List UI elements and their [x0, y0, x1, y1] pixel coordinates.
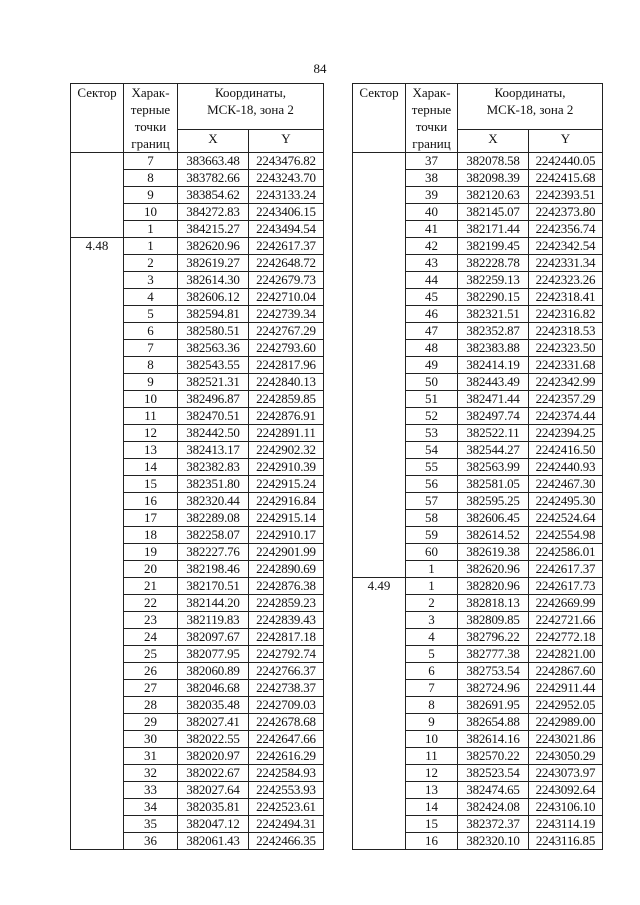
table-body-right: [353, 153, 603, 850]
table-row: [353, 578, 603, 595]
point-cell: 15: [406, 816, 458, 833]
sector-cell: 4.49: [353, 578, 406, 850]
x-cell: 382753.54: [458, 663, 529, 680]
y-cell: 2242617.37: [529, 561, 603, 578]
x-cell: 382654.88: [458, 714, 529, 731]
point-cell: 38: [406, 170, 458, 187]
y-header: Y: [529, 129, 603, 152]
point-cell: 11: [124, 408, 178, 425]
point-cell: 30: [124, 731, 178, 748]
x-cell: 382047.12: [178, 816, 249, 833]
y-cell: 2242394.25: [529, 425, 603, 442]
point-cell: 23: [124, 612, 178, 629]
y-cell: 2242616.29: [249, 748, 324, 765]
point-cell: 29: [124, 714, 178, 731]
y-cell: 2242440.93: [529, 459, 603, 476]
x-cell: 384272.83: [178, 204, 249, 221]
x-cell: 382818.13: [458, 595, 529, 612]
x-cell: 382563.99: [458, 459, 529, 476]
y-cell: 2242989.00: [529, 714, 603, 731]
y-cell: 2242839.43: [249, 612, 324, 629]
x-cell: 382035.81: [178, 799, 249, 816]
point-cell: 11: [406, 748, 458, 765]
table-row: [71, 238, 324, 255]
point-cell: 3: [406, 612, 458, 629]
y-cell: 2242331.34: [529, 255, 603, 272]
y-cell: 2242911.44: [529, 680, 603, 697]
point-cell: 16: [406, 833, 458, 850]
y-cell: 2242679.73: [249, 272, 324, 289]
x-cell: 382809.85: [458, 612, 529, 629]
x-cell: 382352.87: [458, 323, 529, 340]
x-cell: 382796.22: [458, 629, 529, 646]
x-cell: 382614.30: [178, 272, 249, 289]
point-cell: 8: [406, 697, 458, 714]
y-cell: 2242617.73: [529, 578, 603, 595]
point-cell: 9: [406, 714, 458, 731]
coordinates-table-left: [70, 83, 324, 850]
y-cell: 2242840.13: [249, 374, 324, 391]
point-cell: 20: [124, 561, 178, 578]
y-cell: 2242739.34: [249, 306, 324, 323]
y-cell: 2243106.10: [529, 799, 603, 816]
point-cell: 21: [124, 578, 178, 595]
point-cell: 37: [406, 153, 458, 170]
y-cell: 2242910.17: [249, 527, 324, 544]
x-cell: 382614.52: [458, 527, 529, 544]
y-cell: 2243243.70: [249, 170, 324, 187]
point-cell: 27: [124, 680, 178, 697]
x-cell: 382594.81: [178, 306, 249, 323]
point-cell: 7: [406, 680, 458, 697]
sector-header: Сектор: [353, 84, 406, 153]
point-cell: 39: [406, 187, 458, 204]
point-cell: 10: [406, 731, 458, 748]
y-cell: 2242374.44: [529, 408, 603, 425]
x-cell: 382497.74: [458, 408, 529, 425]
point-cell: 3: [124, 272, 178, 289]
x-cell: 382496.87: [178, 391, 249, 408]
x-cell: 382098.39: [458, 170, 529, 187]
point-cell: 9: [124, 374, 178, 391]
y-cell: 2242331.68: [529, 357, 603, 374]
x-cell: 382145.07: [458, 204, 529, 221]
y-cell: 2242910.39: [249, 459, 324, 476]
x-cell: 382120.63: [458, 187, 529, 204]
y-cell: 2242356.74: [529, 221, 603, 238]
point-cell: 6: [124, 323, 178, 340]
y-cell: 2242916.84: [249, 493, 324, 510]
x-cell: 382474.65: [458, 782, 529, 799]
coordinates-header: Координаты, МСК-18, зона 2: [178, 84, 324, 130]
point-cell: 10: [124, 204, 178, 221]
y-cell: 2242952.05: [529, 697, 603, 714]
y-cell: 2243116.85: [529, 833, 603, 850]
x-cell: 382614.16: [458, 731, 529, 748]
x-cell: 382199.45: [458, 238, 529, 255]
x-cell: 382414.19: [458, 357, 529, 374]
point-cell: 13: [406, 782, 458, 799]
x-cell: 383854.62: [178, 187, 249, 204]
x-cell: 382471.44: [458, 391, 529, 408]
y-cell: 2242821.00: [529, 646, 603, 663]
x-cell: 382382.83: [178, 459, 249, 476]
x-cell: 382442.50: [178, 425, 249, 442]
y-cell: 2242357.29: [529, 391, 603, 408]
x-cell: 382078.58: [458, 153, 529, 170]
point-cell: 1: [124, 238, 178, 255]
x-cell: 382259.13: [458, 272, 529, 289]
point-cell: 25: [124, 646, 178, 663]
point-cell: 40: [406, 204, 458, 221]
coordinates-table-right: [352, 83, 603, 850]
point-cell: 33: [124, 782, 178, 799]
y-cell: 2242495.30: [529, 493, 603, 510]
x-cell: 382521.31: [178, 374, 249, 391]
point-cell: 32: [124, 765, 178, 782]
x-cell: 382290.15: [458, 289, 529, 306]
y-cell: 2242524.64: [529, 510, 603, 527]
x-cell: 382563.36: [178, 340, 249, 357]
point-cell: 47: [406, 323, 458, 340]
point-cell: 49: [406, 357, 458, 374]
point-cell: 6: [406, 663, 458, 680]
point-cell: 1: [124, 221, 178, 238]
point-cell: 2: [124, 255, 178, 272]
y-cell: 2243133.24: [249, 187, 324, 204]
x-cell: 382321.51: [458, 306, 529, 323]
point-cell: 1: [406, 578, 458, 595]
x-cell: 382777.38: [458, 646, 529, 663]
table-body-left: [71, 153, 324, 850]
y-cell: 2242876.91: [249, 408, 324, 425]
y-cell: 2242415.68: [529, 170, 603, 187]
y-cell: 2242669.99: [529, 595, 603, 612]
sector-cell: 4.48: [71, 238, 124, 850]
x-cell: 382595.25: [458, 493, 529, 510]
x-cell: 383663.48: [178, 153, 249, 170]
x-cell: 382027.64: [178, 782, 249, 799]
x-cell: 382320.10: [458, 833, 529, 850]
x-cell: 382606.12: [178, 289, 249, 306]
y-cell: 2242902.32: [249, 442, 324, 459]
point-cell: 57: [406, 493, 458, 510]
point-cell: 22: [124, 595, 178, 612]
y-cell: 2242342.54: [529, 238, 603, 255]
x-cell: 382724.96: [458, 680, 529, 697]
point-cell: 43: [406, 255, 458, 272]
x-cell: 382097.67: [178, 629, 249, 646]
x-cell: 382061.43: [178, 833, 249, 850]
point-cell: 4: [124, 289, 178, 306]
y-cell: 2242648.72: [249, 255, 324, 272]
x-cell: 382077.95: [178, 646, 249, 663]
y-cell: 2242876.38: [249, 578, 324, 595]
x-cell: 382580.51: [178, 323, 249, 340]
x-cell: 382171.44: [458, 221, 529, 238]
point-cell: 50: [406, 374, 458, 391]
x-cell: 382020.97: [178, 748, 249, 765]
x-cell: 382119.83: [178, 612, 249, 629]
y-cell: 2242793.60: [249, 340, 324, 357]
x-cell: 382570.22: [458, 748, 529, 765]
y-cell: 2242318.41: [529, 289, 603, 306]
sector-cell: [71, 153, 124, 238]
y-cell: 2243050.29: [529, 748, 603, 765]
point-cell: 41: [406, 221, 458, 238]
sector-header: Сектор: [71, 84, 124, 153]
y-cell: 2242738.37: [249, 680, 324, 697]
y-cell: 2242494.31: [249, 816, 324, 833]
x-cell: 382170.51: [178, 578, 249, 595]
y-cell: 2242817.18: [249, 629, 324, 646]
y-cell: 2242709.03: [249, 697, 324, 714]
y-cell: 2242466.35: [249, 833, 324, 850]
x-cell: 382228.78: [458, 255, 529, 272]
y-cell: 2243406.15: [249, 204, 324, 221]
point-cell: 4: [406, 629, 458, 646]
y-cell: 2242318.53: [529, 323, 603, 340]
y-cell: 2243114.19: [529, 816, 603, 833]
point-cell: 14: [124, 459, 178, 476]
x-cell: 382606.45: [458, 510, 529, 527]
x-cell: 382144.20: [178, 595, 249, 612]
point-cell: 7: [124, 153, 178, 170]
x-cell: 382620.96: [178, 238, 249, 255]
point-cell: 46: [406, 306, 458, 323]
y-cell: 2242617.37: [249, 238, 324, 255]
y-cell: 2242586.01: [529, 544, 603, 561]
point-cell: 19: [124, 544, 178, 561]
sector-cell: [353, 153, 406, 578]
point-cell: 5: [406, 646, 458, 663]
point-cell: 15: [124, 476, 178, 493]
point-cell: 52: [406, 408, 458, 425]
point-cell: 10: [124, 391, 178, 408]
page-number: 84: [313, 61, 327, 76]
x-cell: 384215.27: [178, 221, 249, 238]
x-cell: 382198.46: [178, 561, 249, 578]
point-cell: 54: [406, 442, 458, 459]
x-cell: 382619.27: [178, 255, 249, 272]
points-header: Харак- терные точки границ: [124, 84, 178, 153]
point-cell: 2: [406, 595, 458, 612]
table-row: [71, 153, 324, 170]
y-cell: 2242859.85: [249, 391, 324, 408]
point-cell: 58: [406, 510, 458, 527]
point-cell: 26: [124, 663, 178, 680]
x-cell: 382581.05: [458, 476, 529, 493]
point-cell: 35: [124, 816, 178, 833]
y-cell: 2242554.98: [529, 527, 603, 544]
x-cell: 382383.88: [458, 340, 529, 357]
x-cell: 382258.07: [178, 527, 249, 544]
point-cell: 18: [124, 527, 178, 544]
x-cell: 382424.08: [458, 799, 529, 816]
point-cell: 44: [406, 272, 458, 289]
x-cell: 382413.17: [178, 442, 249, 459]
x-cell: 382289.08: [178, 510, 249, 527]
y-cell: 2242323.50: [529, 340, 603, 357]
point-cell: 48: [406, 340, 458, 357]
point-cell: 17: [124, 510, 178, 527]
y-cell: 2242891.11: [249, 425, 324, 442]
x-cell: 383782.66: [178, 170, 249, 187]
y-cell: 2242721.66: [529, 612, 603, 629]
x-cell: 382320.44: [178, 493, 249, 510]
point-cell: 12: [124, 425, 178, 442]
x-cell: 382372.37: [458, 816, 529, 833]
point-cell: 7: [124, 340, 178, 357]
y-cell: 2242342.99: [529, 374, 603, 391]
y-cell: 2242772.18: [529, 629, 603, 646]
x-cell: 382619.38: [458, 544, 529, 561]
point-cell: 16: [124, 493, 178, 510]
x-cell: 382691.95: [458, 697, 529, 714]
points-header: Харак- терные точки границ: [406, 84, 458, 153]
y-cell: 2242416.50: [529, 442, 603, 459]
point-cell: 13: [124, 442, 178, 459]
point-cell: 24: [124, 629, 178, 646]
x-cell: 382620.96: [458, 561, 529, 578]
point-cell: 59: [406, 527, 458, 544]
y-cell: 2242915.14: [249, 510, 324, 527]
y-cell: 2242584.93: [249, 765, 324, 782]
point-cell: 1: [406, 561, 458, 578]
y-cell: 2242523.61: [249, 799, 324, 816]
y-cell: 2242678.68: [249, 714, 324, 731]
x-cell: 382227.76: [178, 544, 249, 561]
y-cell: 2242316.82: [529, 306, 603, 323]
point-cell: 12: [406, 765, 458, 782]
x-header: X: [458, 129, 529, 152]
y-cell: 2243021.86: [529, 731, 603, 748]
y-cell: 2242817.96: [249, 357, 324, 374]
y-cell: 2243494.54: [249, 221, 324, 238]
table-row: [353, 153, 603, 170]
y-cell: 2242890.69: [249, 561, 324, 578]
point-cell: 45: [406, 289, 458, 306]
point-cell: 5: [124, 306, 178, 323]
y-cell: 2243092.64: [529, 782, 603, 799]
y-cell: 2242440.05: [529, 153, 603, 170]
x-cell: 382443.49: [458, 374, 529, 391]
y-cell: 2242553.93: [249, 782, 324, 799]
y-cell: 2242867.60: [529, 663, 603, 680]
point-cell: 28: [124, 697, 178, 714]
coordinates-header: Координаты, МСК-18, зона 2: [458, 84, 603, 130]
y-cell: 2242901.99: [249, 544, 324, 561]
y-cell: 2243073.97: [529, 765, 603, 782]
y-header: Y: [249, 129, 324, 152]
y-cell: 2242373.80: [529, 204, 603, 221]
y-cell: 2242647.66: [249, 731, 324, 748]
x-cell: 382522.11: [458, 425, 529, 442]
x-cell: 382820.96: [458, 578, 529, 595]
y-cell: 2242467.30: [529, 476, 603, 493]
point-cell: 8: [124, 170, 178, 187]
point-cell: 31: [124, 748, 178, 765]
y-cell: 2242859.23: [249, 595, 324, 612]
x-cell: 382022.55: [178, 731, 249, 748]
point-cell: 42: [406, 238, 458, 255]
x-cell: 382046.68: [178, 680, 249, 697]
point-cell: 56: [406, 476, 458, 493]
y-cell: 2242766.37: [249, 663, 324, 680]
x-cell: 382543.55: [178, 357, 249, 374]
y-cell: 2242323.26: [529, 272, 603, 289]
x-cell: 382060.89: [178, 663, 249, 680]
x-cell: 382022.67: [178, 765, 249, 782]
y-cell: 2243476.82: [249, 153, 324, 170]
x-header: X: [178, 129, 249, 152]
point-cell: 34: [124, 799, 178, 816]
y-cell: 2242393.51: [529, 187, 603, 204]
y-cell: 2242710.04: [249, 289, 324, 306]
y-cell: 2242915.24: [249, 476, 324, 493]
point-cell: 53: [406, 425, 458, 442]
point-cell: 14: [406, 799, 458, 816]
point-cell: 36: [124, 833, 178, 850]
x-cell: 382470.51: [178, 408, 249, 425]
x-cell: 382351.80: [178, 476, 249, 493]
x-cell: 382523.54: [458, 765, 529, 782]
y-cell: 2242767.29: [249, 323, 324, 340]
x-cell: 382544.27: [458, 442, 529, 459]
point-cell: 51: [406, 391, 458, 408]
point-cell: 9: [124, 187, 178, 204]
y-cell: 2242792.74: [249, 646, 324, 663]
x-cell: 382027.41: [178, 714, 249, 731]
point-cell: 60: [406, 544, 458, 561]
point-cell: 8: [124, 357, 178, 374]
point-cell: 55: [406, 459, 458, 476]
x-cell: 382035.48: [178, 697, 249, 714]
